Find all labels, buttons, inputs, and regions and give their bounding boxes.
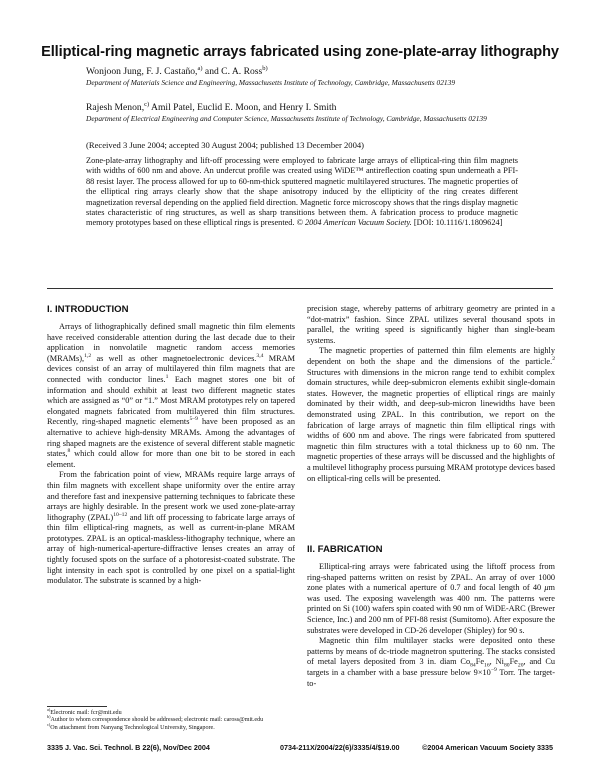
footnote-mark: a) bbox=[47, 707, 51, 712]
text: From the fabrication point of view, MRAMs require large arrays of thin film magnets with excellent shape uniformity over the entire array and therefore fast and inexpensive patterning techniques to fabricate these arrays are highly desirable. In the present work we used zone-plate-array lithography (ZPAL) bbox=[47, 470, 295, 522]
footer-issn: 0734-211X/2004/22(6)/3335/4/$19.00 bbox=[280, 743, 400, 752]
paragraph: precision stage, whereby patterns of arbitrary geometry are printed in a “dot-matrix” fashion. Since ZPAL utilizes several thousand spots in parallel, the writing speed is significantly higher than single-beam systems. bbox=[307, 304, 555, 345]
footnote bbox=[47, 721, 295, 732]
citation: 3,4 bbox=[256, 353, 264, 360]
paper-title: Elliptical-ring magnetic arrays fabricated using zone-plate-array lithography bbox=[41, 44, 559, 60]
footnote-text: Electronic mail: fcr@mit.edu bbox=[50, 710, 122, 717]
text: MRAM devices consist of an array of multilayered thin film magnets that are connected with conductor lines. bbox=[47, 353, 295, 384]
author-list-2 bbox=[86, 102, 518, 114]
doi: [DOI: 10.1116/1.1809624] bbox=[411, 218, 503, 228]
section-heading-introduction: I. INTRODUCTION bbox=[47, 304, 129, 315]
superscript: −9 bbox=[490, 667, 497, 674]
text: which could allow for more than one bit to be stored in each element. bbox=[47, 449, 295, 469]
author-names: and C. A. Ross bbox=[202, 66, 263, 77]
text: , and Cu targets in a chamber with a base pressure below 9×10 bbox=[307, 657, 556, 677]
citation: 2 bbox=[552, 356, 555, 363]
text: Fe bbox=[509, 657, 518, 667]
author-group-2 bbox=[86, 102, 518, 124]
received-dates: (Received 3 June 2004; accepted 30 August 2004; published 13 December 2004) bbox=[86, 140, 365, 150]
section-heading-fabrication: II. FABRICATION bbox=[307, 544, 383, 555]
citation: 1,2 bbox=[84, 353, 92, 360]
text: Structures with dimensions in the micron range tend to exhibit complex domain structures, while deep-submicron elements exhibit single-domain states. However, the magnetic properties of elliptical rings are mainly dominated by their width, and deep-sub-micron linewidths have been demonstrated using ZPAL. In this contribution, we report on the fabrication of large arrays of magnetic thin film elliptical rings with widths of 600 nm and above. The rings were fabricated from sputtered magnetic thin film structures with a total thickness up to 60 nm. The magnetic properties of these arrays will be discussed and the highlights of a multilevel lithography process pursuing MRAM prototype devices based on elliptical-ring cells will be presented. bbox=[307, 367, 555, 483]
right-column-top bbox=[307, 304, 555, 484]
footer-journal: 3335 J. Vac. Sci. Technol. B 22(6), Nov/Dec 2004 bbox=[47, 743, 210, 752]
text: The magnetic properties of patterned thin film elements are highly dependent on both the shape and the dimensions of the particle. bbox=[307, 346, 555, 366]
text: m was used. The exposing wavelength was 400 nm. The patterns were printed on Si (100) wafers spin coated with 90 nm of WiDE-ARC (Brewer Science, Inc.) and 200 nm of PFI-88 resist (Sumitomo). After exposure the substrates were developed in CD-26 developer (Shipley) for 90 s. bbox=[307, 583, 555, 635]
text: and lift off processing to fabricate large arrays of thin film elliptical-ring magnets, as well as current-in-plane MRAM prototypes. ZPAL is an optical-maskless-lithography technique, where an array of high-numerical-aperture-diffractive lenses creates an array of tightly focused spots on the surface of a photoresist-coated substrate. The light intensity in each spot is controlled by one pixel on a spatial-light modulator. The substrate is scanned by a high- bbox=[47, 512, 295, 586]
text: Torr. The target-to- bbox=[307, 667, 555, 688]
text: Arrays of lithographically defined small magnetic thin film elements have received considerable attention during the last decade due to their application in nonvolatile magnetic random access memories (MRAMs), bbox=[47, 322, 295, 363]
symbol: μ bbox=[544, 583, 549, 593]
footnote-mark: b) bbox=[262, 64, 268, 72]
paragraph bbox=[307, 562, 555, 636]
text: have been proposed as an alternative to achieve high-density MRAMs. Among the advantages of ring shaped magnets are the existence of several different stable magnetic states, bbox=[47, 417, 296, 459]
author-group-1 bbox=[86, 66, 518, 88]
author-list-1 bbox=[86, 66, 518, 78]
text: Each magnet stores one bit of information and should exhibit at least two different magnetic states which are assigned as “0” or “1.” Most MRAM prototypes rely on tapered elongated magnets fabricated from multilayered thin film structures. Recently, ring-shaped magnetic elements bbox=[47, 374, 295, 427]
footnote-mark: b) bbox=[47, 714, 51, 720]
footnote-mark: c) bbox=[47, 721, 51, 727]
footnote-rule bbox=[47, 706, 107, 707]
text: , Ni bbox=[489, 657, 504, 667]
paragraph bbox=[307, 636, 555, 689]
footnote-mark: a) bbox=[197, 64, 203, 72]
subscript: 84 bbox=[470, 663, 476, 669]
paragraph bbox=[47, 470, 295, 587]
footnote bbox=[47, 714, 295, 724]
footnote-text: Author to whom correspondence should be addressed; electronic mail: caross@mit.edu bbox=[50, 717, 264, 724]
author-names: Rajesh Menon, bbox=[86, 102, 145, 113]
paragraph bbox=[47, 322, 295, 470]
copyright: © 2004 American Vacuum Society. bbox=[294, 218, 412, 228]
subscript: 80 bbox=[503, 663, 510, 669]
subscript: 20 bbox=[517, 663, 524, 669]
citation: 5–9 bbox=[189, 416, 198, 423]
text: Elliptical-ring arrays were fabricated using the liftoff process from ring-shaped patterns written on resist by ZPAL. An array of over 1000 zone plates with a numerical aperture of 0.7 and focal length of 40 bbox=[307, 562, 555, 593]
author-names: Wonjoon Jung, F. J. Castaño, bbox=[86, 66, 198, 77]
right-column-bottom bbox=[307, 562, 555, 689]
text: Magnetic thin film multilayer stacks were deposited onto these patterns by means of dc-triode magnetron sputtering. The stacks consisted of metal layers deposited from 3 in. diam Co bbox=[307, 636, 555, 667]
author-names: Amil Patel, Euclid E. Moon, and Henry I. Smith bbox=[149, 102, 337, 113]
citation: 1 bbox=[165, 374, 169, 381]
affiliation-2: Department of Electrical Engineering and Computer Science, Massachusetts Institute of Technology, Cambridge, Massachusetts 02139 bbox=[86, 114, 487, 123]
affiliation-1: Department of Materials Science and Engineering, Massachusetts Institute of Technology, Cambridge, Massachusetts 02139 bbox=[86, 78, 456, 87]
citation: 10–12 bbox=[113, 511, 128, 518]
footnotes bbox=[47, 707, 295, 732]
text: Fe bbox=[475, 657, 485, 667]
abstract bbox=[86, 156, 518, 229]
citation: 8 bbox=[67, 448, 71, 455]
footnote-mark: c) bbox=[144, 100, 150, 108]
text: as well as other magnetoelectronic devices. bbox=[91, 353, 257, 363]
abstract-text: Zone-plate-array lithography and lift-off processing were employed to fabricate large arrays of elliptical-ring thin film magnets with widths of 600 nm and above. An undercut profile was created using WiDE™ antireflection coating spun underneath a PFI-88 resist layer. The process allowed for up to 60-nm-thick sputtered magnetic multilayered structures. The magnetic properties of the elliptical ring arrays clearly show that the shape anisotropy induced by the ellipticity of the ring creates different magnetization reversal depending on the applied field direction. Magnetic force microscopy shows that the rings display magnetic states characteristic of ring structures, as well as sharp transitions between them. A fabrication process to produce magnetic memory prototypes based on these elliptical rings is presented. bbox=[86, 156, 518, 228]
footnote-text: On attachment from Nanyang Technological University, Singapore. bbox=[50, 724, 215, 731]
subscript: 16 bbox=[484, 663, 490, 669]
section-divider bbox=[47, 288, 553, 289]
left-column bbox=[47, 322, 295, 587]
paragraph bbox=[307, 346, 555, 484]
footer-copyright: ©2004 American Vacuum Society 3335 bbox=[422, 743, 553, 752]
